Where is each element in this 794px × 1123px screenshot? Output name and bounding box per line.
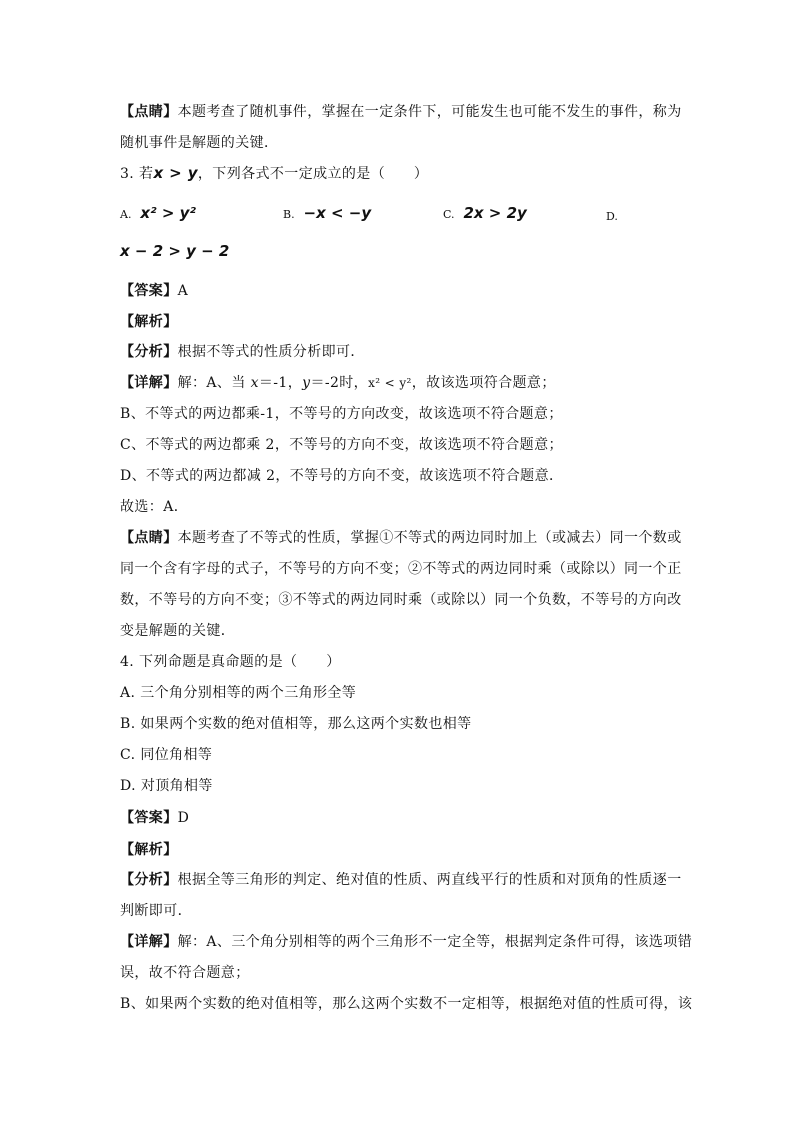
detail-4-c: B、如果两个实数的绝对值相等，那么这两个实数不一定相等，根据绝对值的性质可得，该 [120, 996, 693, 1012]
detail-3-b: B、不等式的两边都乘-1，不等号的方向改变，故该选项不符合题意； [120, 406, 563, 422]
option-expression: x² > y² [140, 204, 196, 222]
question-number: 3. [120, 166, 135, 182]
analysis-4-b: 判断即可． [120, 903, 192, 919]
question-4: 4. 下列命题是真命题的是（ ） [120, 654, 341, 670]
variable-x: x [250, 375, 259, 391]
q4-option-a: A. 三个角分别相等的两个三角形全等 [120, 685, 357, 701]
option-d-label [606, 206, 618, 227]
condition-expression: x > y [153, 164, 198, 182]
detail-4-b: 误，故不符合题意； [120, 965, 250, 981]
comment-3-d: 变是解题的关键． [120, 623, 236, 639]
answer-value: D [177, 810, 190, 826]
comment-line-1 [120, 102, 682, 122]
detail-prefix: 解：A、当 [177, 375, 251, 391]
comment-tag: 【点睛】 [120, 104, 178, 120]
detail-4 [120, 932, 692, 952]
question-prefix: 若 [139, 166, 154, 182]
analysis-tag: 【分析】 [120, 872, 178, 888]
q4-option-c: C. 同位角相等 [120, 747, 213, 763]
detail-3-c: C、不等式的两边都乘 2，不等号的方向不变，故该选项不符合题意； [120, 437, 563, 453]
answer-tag: 【答案】 [120, 810, 178, 826]
answer-value: A [177, 283, 189, 299]
comment-tag: 【点睛】 [120, 530, 178, 546]
comment-text: 本题考查了随机事件，掌握在一定条件下，可能发生也可能不发生的事件，称为 [177, 104, 682, 120]
detail-text: 解：A、三个角分别相等的两个三角形不一定全等，根据判定条件可得，该选项错 [177, 934, 693, 950]
option-c [443, 203, 527, 225]
comment-line-2: 随机事件是解题的关键． [120, 135, 279, 151]
inequality: x² < y² [368, 376, 412, 390]
option-label: A. [120, 208, 132, 221]
comment-3-c: 数，不等号的方向不变；③不等式的两边同时乘（或除以）同一个负数，不等号的方向改 [120, 592, 682, 608]
choice-3: 故选：A． [120, 499, 189, 515]
analysis-3 [120, 342, 365, 362]
detail-suffix: ，故该选项符合题意； [411, 375, 556, 391]
detail-tag: 【详解】 [120, 934, 178, 950]
option-d-expression [120, 241, 229, 262]
detail-3-d: D、不等式的两边都减 2，不等号的方向不变，故该选项不符合题意． [120, 468, 564, 484]
option-label: B. [283, 208, 295, 221]
answer-tag: 【答案】 [120, 283, 178, 299]
question-3 [120, 163, 428, 184]
option-b [283, 203, 371, 225]
variable-y: y [302, 375, 311, 391]
option-expression: 2x > 2y [463, 204, 527, 222]
option-label: D. [606, 210, 618, 223]
option-a [120, 203, 196, 225]
answer-3 [120, 281, 188, 301]
q4-option-d: D. 对顶角相等 [120, 778, 213, 794]
value-x: ＝-1， [258, 375, 303, 391]
comment-3-b: 同一个含有字母的式子，不等号的方向不变；②不等式的两边同时乘（或除以）同一个正 [120, 561, 682, 577]
option-expression: x − 2 > y − 2 [120, 242, 230, 260]
analysis-heading-3: 【解析】 [120, 314, 178, 330]
detail-3 [120, 373, 556, 393]
analysis-heading-4: 【解析】 [120, 842, 178, 858]
value-y: ＝-2时， [310, 375, 369, 391]
analysis-text: 根据全等三角形的判定、绝对值的性质、两直线平行的性质和对顶角的性质逐一 [177, 872, 682, 888]
option-label: C. [443, 208, 455, 221]
analysis-4 [120, 870, 682, 890]
comment-text: 本题考查了不等式的性质，掌握①不等式的两边同时加上（或减去）同一个数或 [177, 530, 682, 546]
answer-4 [120, 808, 189, 828]
q4-option-b: B. 如果两个实数的绝对值相等，那么这两个实数也相等 [120, 716, 472, 732]
analysis-tag: 【分析】 [120, 344, 178, 360]
question-stem: ，下列各式不一定成立的是（ ） [197, 166, 429, 182]
option-expression: −x < −y [303, 204, 372, 222]
comment-3 [120, 528, 682, 548]
analysis-text: 根据不等式的性质分析即可． [177, 344, 365, 360]
detail-tag: 【详解】 [120, 375, 178, 391]
